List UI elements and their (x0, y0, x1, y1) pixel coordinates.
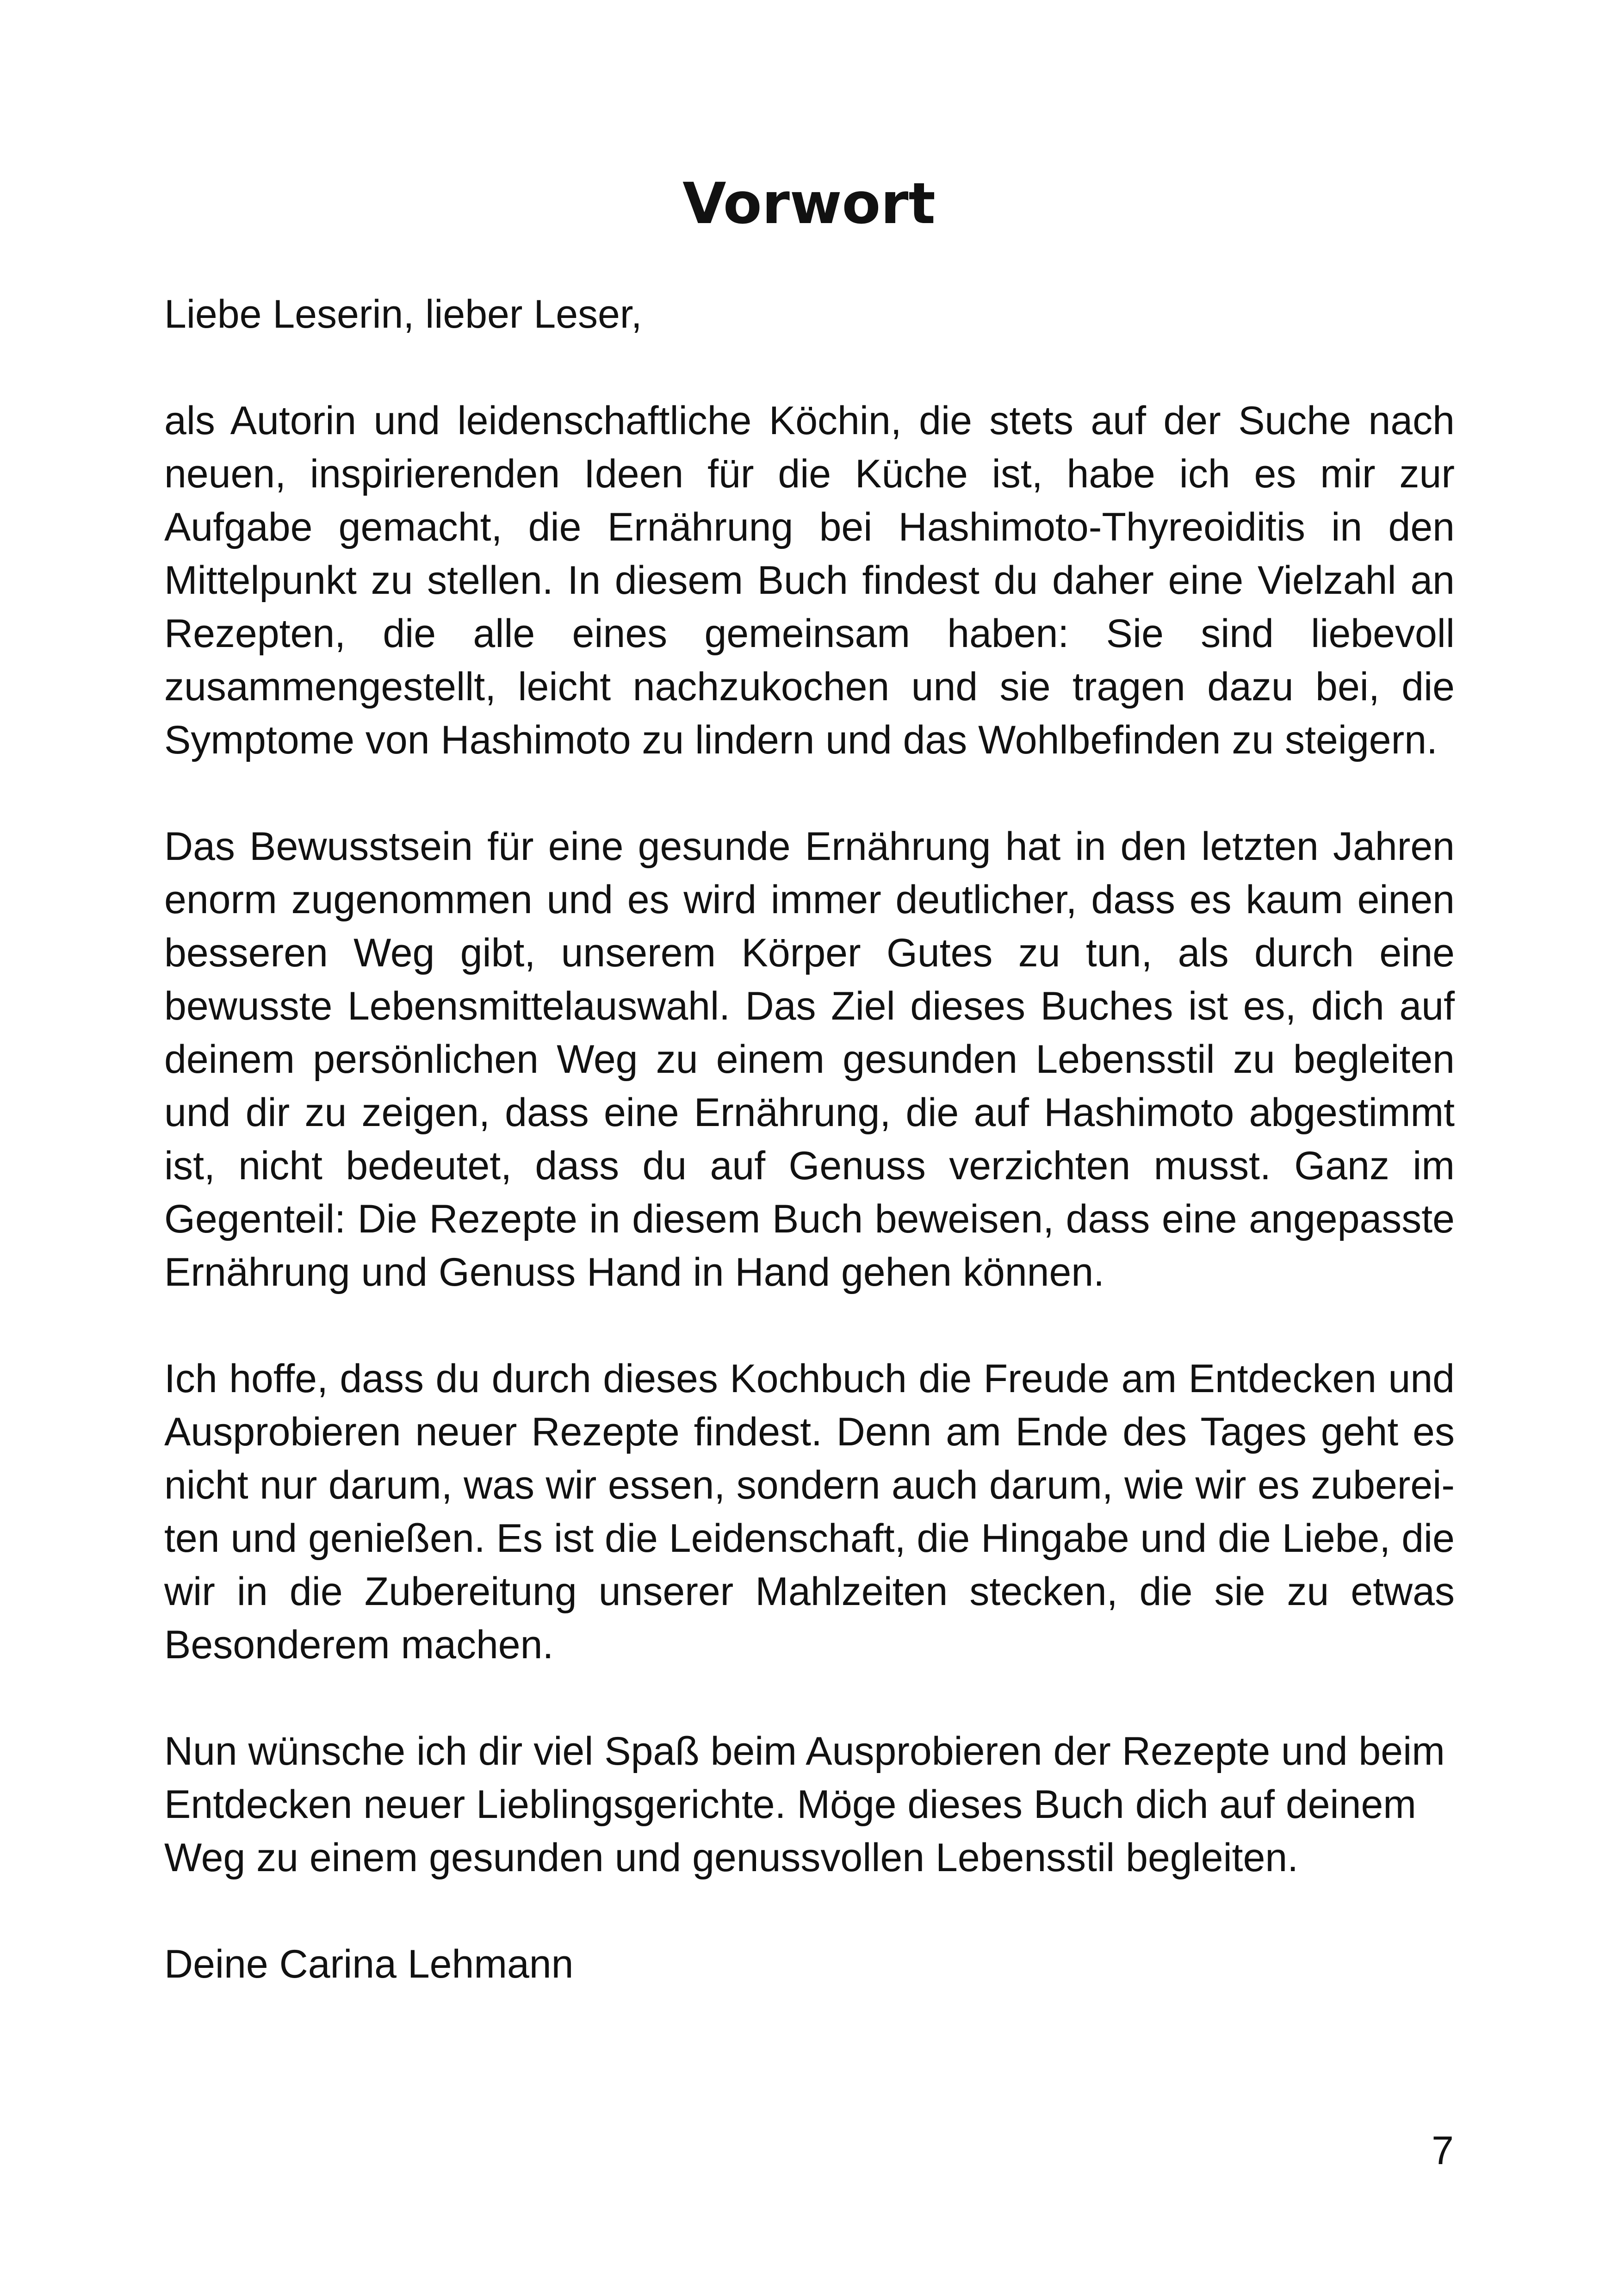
foreword-body (164, 288, 1455, 1991)
greeting: Liebe Leserin, lieber Leser, (164, 292, 642, 336)
paragraph-1: als Autorin und leidenschaftliche Köchin, die stets auf der Suche nach neuen, inspirierenden Ideen für die Küche ist, habe ich es mir zur Aufgabe gemacht, die Ernährung bei Hashimoto-Thyreoiditis in den Mittelpunkt zu stellen. In diesem Buch findest du daher eine Vielzahl an Rezepten, die alle eines gemeinsam haben: Sie sind liebevoll zusammengestellt, leicht nachzukochen und sie tragen dazu bei, die Symptome von Hashimoto zu lindern und das Wohlbefinden zu steigern. (164, 398, 1455, 762)
page-title: Vorwort (682, 171, 936, 236)
paragraph-3: Ich hoffe, dass du durch dieses Kochbuch die Freude am Entdecken und Ausprobieren neuer Rezepte findest. Denn am Ende des Tages geht es nicht nur darum, was wir essen, sondern auch darum, wie wir es zubereiten und genießen. Es ist die Leidenschaft, die Hingabe und die Liebe, die wir in die Zubereitung unserer Mahlzeiten stecken, die sie zu etwas Besonderem machen. (164, 1356, 1455, 1667)
paragraph-4: Nun wünsche ich dir viel Spaß beim Ausprobieren der Rezepte und beim Entdecken neuer Lieblingsgerichte. Möge dieses Buch dich auf deinem Weg zu einem gesunden und genussvollen Lebensstil begleiten. (164, 1729, 1445, 1880)
signature: Deine Carina Lehmann (164, 1942, 574, 1986)
paragraph-2: Das Bewusstsein für eine gesunde Ernährung hat in den letzten Jahren enorm zugenommen und es wird immer deutlicher, dass es kaum einen besseren Weg gibt, unserem Körper Gutes zu tun, als durch eine bewusste Lebensmittelauswahl. Das Ziel dieses Buches ist es, dich auf deinem persönlichen Weg zu einem gesunden Lebensstil zu begleiten und dir zu zeigen, dass eine Ernährung, die auf Hashimoto abgestimmt ist, nicht bedeutet, dass du auf Genuss verzichten musst. Ganz im Gegenteil: Die Rezepte in diesem Buch beweisen, dass eine angepasste Ernährung und Genuss Hand in Hand gehen können. (164, 824, 1455, 1294)
page-number: 7 (1432, 2128, 1454, 2173)
